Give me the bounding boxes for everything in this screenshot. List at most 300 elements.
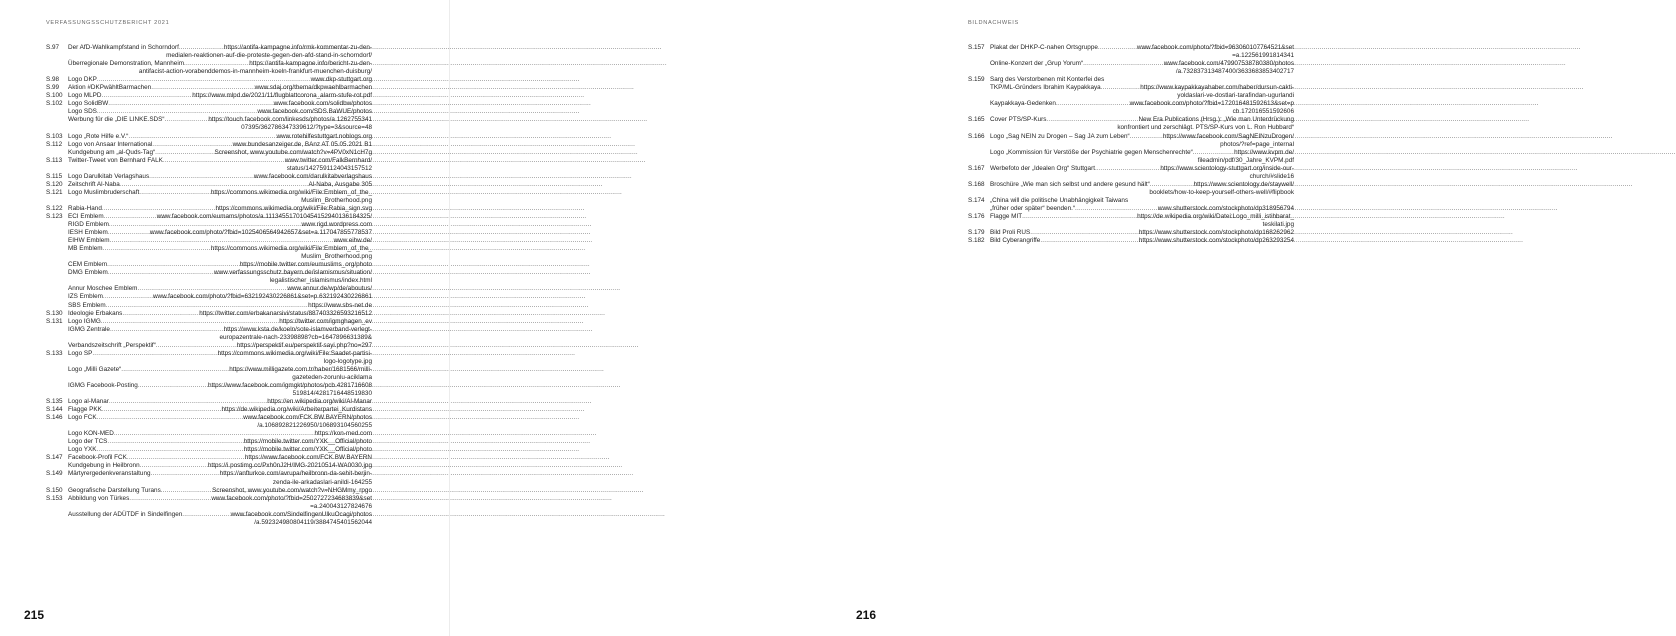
- credit-line-continuation: [68, 390, 372, 398]
- credit-line: [68, 495, 372, 503]
- image-source: www.facebook.com/eumams/photos/a.111345517010454152940136184325/: [156, 212, 372, 220]
- page-reference: S.167: [968, 164, 985, 172]
- right-page: [450, 0, 1294, 636]
- page-reference: S.97: [46, 44, 60, 51]
- dot-leader: [104, 213, 157, 221]
- image-source: https://antifa-kampagne.info/rmk-kommentar-zu-den-: [223, 44, 372, 51]
- image-source: https://www.milligazete.com.tr/haber/1681566/milli-: [229, 365, 372, 373]
- credit-line-continuation: [990, 52, 1294, 60]
- credit-line: [68, 398, 372, 406]
- image-source: https://www.kvpm.de/: [1234, 148, 1294, 156]
- dot-leader: [102, 406, 222, 414]
- dot-leader: [165, 116, 209, 124]
- image-source: konfrontiert und zerschlägt. PTS/SP-Kurs von L. Ron Hubbard“: [1117, 124, 1294, 132]
- image-source: https://antifa-kampagne.info/bericht-zu-den-: [249, 60, 372, 68]
- image-source: https://www.facebook.com/igmgkt/photos/pcb.4281716608: [208, 381, 372, 389]
- dot-leader: [103, 293, 153, 301]
- credit-line: [68, 141, 372, 149]
- credit-line: [68, 310, 372, 318]
- credit-line: [68, 302, 372, 310]
- image-source: https://www.shutterstock.com/stockphoto/dp263293254: [1138, 237, 1294, 245]
- image-caption: Logo der TCS: [68, 438, 108, 446]
- credit-entry: [968, 76, 1294, 116]
- credit-entry: [46, 495, 372, 527]
- dot-leader: [184, 60, 249, 68]
- credit-entry: [46, 84, 372, 92]
- page-reference: S.182: [968, 237, 985, 245]
- image-source: www.facebook.com/FCK.BW.BAYERN/photos: [243, 414, 372, 422]
- credit-entry: [46, 92, 372, 100]
- credit-line: [68, 133, 372, 141]
- credit-line: [68, 108, 372, 116]
- image-source: https://www.facebook.com/SagNEINzuDrogen/: [1162, 132, 1294, 140]
- dot-leader: [128, 133, 276, 141]
- dot-leader: [1101, 84, 1141, 92]
- dot-leader: [127, 454, 245, 462]
- dot-leader: [1030, 229, 1139, 237]
- image-source: https://commons.wikimedia.org/wiki/File:Saadet-partisi-: [217, 349, 372, 357]
- image-source: Muslim_Brotherhood.png: [301, 196, 372, 204]
- image-source: =a.240043127824676: [310, 502, 372, 510]
- image-source: =a.122561991814341: [1232, 52, 1294, 60]
- page-reference: S.102: [46, 100, 63, 108]
- image-source: 519814/4281716448519830: [292, 390, 372, 398]
- image-caption: Der AfD-Wahlkampfstand in Schorndorf: [68, 44, 179, 51]
- page-reference: S.159: [968, 76, 985, 84]
- image-source: https://de.wikipedia.org/wiki/Arbeiterpartei_Kurdistans: [221, 406, 372, 414]
- credit-entry: [968, 213, 1294, 229]
- image-source: www.eihw.de/: [333, 237, 372, 245]
- image-source: 07395/362786347339612/?type=3&source=48: [241, 124, 372, 132]
- dot-leader: [107, 261, 240, 269]
- dot-leader: [163, 157, 285, 165]
- image-source: www.facebook.com/photo/?fbid=2502727234683839&set: [211, 494, 372, 502]
- credit-entry: [968, 237, 1294, 245]
- credit-line-continuation: [990, 173, 1294, 181]
- dot-leader: [108, 100, 273, 108]
- dot-leader: [110, 237, 334, 245]
- credit-line: [68, 189, 372, 197]
- dot-leader: [151, 470, 220, 478]
- page-reference: S.144: [46, 406, 63, 414]
- page-reference: S.122: [46, 204, 63, 212]
- image-source: yoldaslari-ve-dostlari-tarafindan-ugurlandi: [1177, 92, 1294, 100]
- dot-leader: [108, 229, 150, 237]
- image-caption: Cover PTS/SP-Kurs: [990, 116, 1047, 124]
- credit-entry: [46, 454, 372, 470]
- credit-entry: [46, 141, 372, 157]
- page-reference: S.165: [968, 116, 985, 124]
- image-caption: DMG Emblem: [68, 269, 108, 277]
- image-source: https://twitter.com/igmghagen_ev: [279, 317, 372, 325]
- image-source: https://www.shutterstock.com/stockphoto/dp168262962: [1138, 229, 1294, 237]
- credit-line: [68, 366, 372, 374]
- dot-leader: [1040, 237, 1139, 245]
- page-reference: S.115: [46, 172, 63, 180]
- image-source: cb.172016551592606: [1232, 108, 1294, 116]
- dot-leader: [1098, 44, 1137, 52]
- running-head-left: VERFASSUNGSSCHUTZBERICHT 2021: [46, 20, 170, 26]
- dot-leader: [151, 84, 254, 92]
- credit-line-continuation: [990, 92, 1294, 100]
- image-source: https://commons.wikimedia.org/wiki/File:Emblem_of_the_: [210, 245, 372, 253]
- credit-line-continuation: [68, 124, 372, 132]
- dot-leader: [1022, 213, 1137, 221]
- image-caption: Broschüre „Wie man sich selbst und andere gesund hält“: [990, 180, 1150, 188]
- credit-line: [68, 221, 372, 229]
- image-source: teskilati.jpg: [1262, 221, 1294, 229]
- image-caption: RIGD Emblem: [68, 221, 109, 229]
- page-reference: S.168: [968, 180, 985, 188]
- image-source: https://en.wikipedia.org/wiki/Al-Manar: [267, 398, 372, 406]
- page-reference: S.121: [46, 188, 63, 196]
- page-reference: S.135: [46, 398, 63, 406]
- credit-entry: [46, 181, 372, 189]
- credit-line: [990, 205, 1294, 213]
- credit-line: [68, 438, 372, 446]
- credit-line: [68, 414, 372, 422]
- image-source: www.annur.de/wp/de/aboutus/: [287, 285, 372, 293]
- credit-entry: [46, 470, 372, 486]
- image-caption: Logo KON-MED: [68, 430, 114, 438]
- credit-line-continuation: [68, 358, 372, 366]
- credit-entry: [46, 173, 372, 181]
- dot-leader: [179, 44, 224, 52]
- image-caption: Ideologie Erbakans: [68, 309, 123, 317]
- page-reference: S.100: [46, 92, 63, 100]
- credit-line: [68, 229, 372, 237]
- dot-leader: [102, 205, 216, 213]
- credit-line-continuation: [990, 157, 1294, 165]
- page-reference: S.120: [46, 180, 63, 188]
- image-source: status/1427591124043157512: [286, 164, 372, 172]
- image-caption: Ausstellung der ADÜTDF in Sindelfingen: [68, 510, 183, 518]
- credit-line: [990, 149, 1294, 157]
- page-reference: S.113: [46, 156, 63, 164]
- left-page: [0, 0, 450, 636]
- credit-entry: [46, 213, 372, 310]
- credit-line: [990, 116, 1294, 124]
- image-source: legalistischer_islamismus/index.html: [269, 277, 372, 285]
- image-source: gazeteden-zorunlu-aciklama: [292, 373, 372, 381]
- credit-entry: [968, 44, 1294, 76]
- credit-line: [68, 100, 372, 108]
- dot-leader: [92, 350, 217, 358]
- dot-leader: [106, 302, 308, 310]
- dot-leader: [161, 487, 212, 495]
- page-reference: S.179: [968, 229, 985, 237]
- credit-line: [68, 285, 372, 293]
- dot-leader: [109, 221, 302, 229]
- image-source: www.dkp-stuttgart.org: [310, 76, 372, 84]
- page-reference: S.174: [968, 196, 985, 204]
- image-source: www.facebook.com/photo/?fbid=172016481592613&set=p: [1129, 100, 1294, 108]
- dot-leader: [156, 342, 237, 350]
- page-reference: S.157: [968, 44, 985, 51]
- dot-leader: [1095, 165, 1160, 173]
- credit-line-continuation: [68, 165, 372, 173]
- credit-line: [68, 462, 372, 470]
- image-source: www.facebook.com/solidbw/photos: [273, 100, 372, 108]
- credits-list-left: [46, 44, 372, 527]
- image-source: https://anfturkce.com/avrupa/heilbronn-da-sehit-berjin-: [219, 470, 372, 478]
- image-caption: Werbefoto der „Idealen Org“ Stuttgart: [990, 164, 1095, 172]
- credit-line: [990, 76, 1294, 84]
- page-reference: S.150: [46, 486, 63, 494]
- page-reference: S.98: [46, 76, 60, 84]
- image-source: booklets/how-to-keep-yourself-others-well/#flipbook: [1149, 188, 1294, 196]
- image-source: https://commons.wikimedia.org/wiki/File:Emblem_of_the_: [210, 188, 372, 196]
- credit-line: [990, 197, 1294, 205]
- credit-entry: [968, 165, 1294, 181]
- credit-line: [68, 269, 372, 277]
- dot-leader: [138, 382, 208, 390]
- credit-line: [68, 406, 372, 414]
- credit-line-continuation: [68, 197, 372, 205]
- image-source: www.rotehilfestuttgart.noblogs.org: [276, 132, 372, 140]
- image-caption: Bild Cyberangriffe: [990, 237, 1041, 245]
- image-source: www.rigd.wordpress.com: [301, 221, 372, 229]
- image-caption: Sarg des Verstorbenen mit Konterfei des: [990, 76, 1105, 84]
- credit-line: [990, 213, 1294, 221]
- dot-leader: [96, 446, 243, 454]
- credit-entry: [46, 189, 372, 205]
- image-caption: Logo SolidBW: [68, 100, 109, 108]
- credit-line: [990, 60, 1294, 68]
- image-source: https://touch.facebook.com/linkesds/photos/a.1262755341: [208, 116, 372, 124]
- credit-entry: [46, 487, 372, 495]
- credit-line: [68, 92, 372, 100]
- dot-leader: [137, 285, 287, 293]
- image-source: https://www.mlpd.de/2021/11/flugblattcorona_alarm-stufe-rot.pdf: [192, 92, 372, 100]
- image-source: www.twitter.com/FalkBernhard/: [284, 156, 372, 164]
- page-reference: S.112: [46, 140, 63, 148]
- page-reference: S.131: [46, 317, 63, 325]
- image-source: https://www.ksta.de/koeln/sote-islamverband-verlegt-: [223, 325, 372, 333]
- image-source: https://www.facebook.com/FCK.BW.BAYERN: [244, 454, 372, 462]
- image-source: www.facebook.com/SDS.BaWUE/photos: [257, 108, 372, 116]
- credit-line-continuation: [68, 503, 372, 511]
- dot-leader: [102, 92, 193, 100]
- image-caption: Kundgebung in Heilbronn: [68, 462, 140, 470]
- credit-line-continuation: [68, 52, 372, 60]
- dot-leader: [103, 245, 211, 253]
- credit-line: [68, 293, 372, 301]
- credit-line: [68, 446, 372, 454]
- page-reference: S.166: [968, 132, 985, 140]
- image-caption: Märtyrergedenkveranstaltung: [68, 470, 151, 478]
- credit-line-continuation: [68, 422, 372, 430]
- image-caption: Logo Muslimbruderschaft: [68, 188, 140, 196]
- credit-entry: [46, 414, 372, 454]
- credit-entry: [968, 133, 1294, 165]
- image-caption: Logo „Kommission für Verstöße der Psychiatrie gegen Menschenrechte“: [990, 148, 1193, 156]
- image-caption: Geografische Darstellung Turans: [68, 486, 161, 494]
- image-source: https://perspektif.eu/perspektif-sayi.php?no=297: [236, 341, 372, 349]
- image-caption: Logo IGMG: [68, 317, 101, 325]
- image-caption: „früher oder später“ beenden.“: [990, 204, 1075, 212]
- image-caption: IZS Emblem: [68, 293, 103, 301]
- image-caption: EIHW Emblem: [68, 237, 110, 245]
- image-caption: Flagge PKK: [68, 406, 102, 414]
- image-caption: MB Emblem: [68, 245, 103, 253]
- credit-entry: [968, 181, 1294, 197]
- image-source: https://mobile.twitter.com/eumuslims_org/photo: [239, 261, 372, 269]
- image-caption: Werbung für die „DIE LINKE.SDS“: [68, 116, 165, 124]
- image-caption: Logo Darulkitab Verlagshaus: [68, 172, 150, 180]
- credit-line: [68, 430, 372, 438]
- page-reference: S.133: [46, 349, 63, 357]
- credit-line: [68, 318, 372, 326]
- dot-leader: [97, 76, 311, 84]
- credit-line: [68, 181, 372, 189]
- dot-leader: [101, 318, 279, 326]
- page-reference: S.146: [46, 414, 63, 422]
- image-caption: ECI Emblem: [68, 212, 104, 220]
- image-caption: Bild Proli RUS: [990, 229, 1031, 237]
- image-caption: TKP/ML-Gründers Ibrahim Kaypakkaya: [990, 84, 1101, 92]
- credit-line: [68, 342, 372, 350]
- dot-leader: [110, 326, 224, 334]
- image-caption: Logo „Rote Hilfe e.V.“: [68, 132, 129, 140]
- page-reference: S.147: [46, 454, 63, 462]
- image-source: photos/?ref=page_internal: [1220, 140, 1294, 148]
- running-head-right: BILDNACHWEIS: [968, 20, 1019, 26]
- credit-line: [68, 487, 372, 495]
- dot-leader: [155, 149, 214, 157]
- credit-line: [68, 261, 372, 269]
- credit-line: [68, 470, 372, 478]
- dot-leader: [114, 430, 315, 438]
- image-caption: Logo von Ansaar International: [68, 140, 153, 148]
- dot-leader: [121, 366, 229, 374]
- image-source: /a.592324980804119/3884745401562044: [254, 518, 372, 526]
- image-caption: CEM Emblem: [68, 261, 108, 269]
- credit-line-continuation: [68, 277, 372, 285]
- dot-leader: [1083, 60, 1164, 68]
- image-source: https://kon-med.com: [314, 430, 372, 438]
- image-caption: Twitter-Tweet von Bernhard FALK: [68, 156, 163, 164]
- image-caption: SBS Emblem: [68, 301, 106, 309]
- image-source: https://mobile.twitter.com/YXK__Official/photo: [243, 446, 372, 454]
- page-number-left: 215: [24, 608, 45, 622]
- image-caption: IGMG Facebook-Posting: [68, 381, 138, 389]
- image-source: https://mobile.twitter.com/YXK__Official/photo: [243, 438, 372, 446]
- image-source: europazentrale-nach-23398898?cb=1647896631389&: [219, 333, 372, 341]
- credit-line-continuation: [68, 519, 372, 527]
- credit-entry: [968, 197, 1294, 213]
- image-source: New Era Publications (Hrsg.): „Wie man Unterdrückung: [1138, 116, 1294, 124]
- image-source: /a.106892821226950/106893104560255: [257, 422, 372, 430]
- dot-leader: [149, 173, 254, 181]
- image-caption: Logo DKP: [68, 76, 97, 84]
- image-source: https://commons.wikimedia.org/wiki/File:Rabia_sign.svg: [215, 204, 372, 212]
- image-source: Screenshot, www.youtube.com/watch?v=4PV0xN1cH7g: [214, 148, 372, 156]
- dot-leader: [120, 181, 309, 189]
- credit-line-continuation: [990, 68, 1294, 76]
- credit-line-continuation: [990, 108, 1294, 116]
- credit-line: [68, 76, 372, 84]
- image-caption: Abbildung von Türkes: [68, 494, 130, 502]
- credit-line: [990, 229, 1294, 237]
- image-caption: Facebook-Profil FCK: [68, 454, 127, 462]
- dot-leader: [140, 462, 208, 470]
- image-caption: Zeitschrift Al-Naba: [68, 180, 120, 188]
- dot-leader: [129, 495, 211, 503]
- credit-entry: [46, 157, 372, 173]
- image-source: /a.732837313487400/3633683853402717: [1175, 68, 1294, 76]
- image-source: fileadmin/pdf/30_Jahre_KVPM.pdf: [1197, 156, 1294, 164]
- image-caption: IGMG Zentrale: [68, 325, 110, 333]
- image-source: logo-logotype.jpg: [323, 357, 372, 365]
- image-caption: Logo SP: [68, 349, 93, 357]
- credit-entry: [46, 44, 372, 76]
- dot-leader: [107, 438, 243, 446]
- credit-line: [68, 245, 372, 253]
- image-source: https://www.sbs-net.de: [308, 301, 372, 309]
- credits-list-right: [968, 44, 1294, 245]
- image-caption: Aktion #DKPwähltBarmachen: [68, 84, 152, 92]
- dot-leader: [97, 414, 244, 422]
- image-caption: Logo „Sag NEIN zu Drogen – Sag JA zum Leben“: [990, 132, 1130, 140]
- credit-line: [68, 173, 372, 181]
- image-source: www.facebook.com/photo/?fbid=632192430226861&set=p.632192430226861: [152, 293, 372, 301]
- credit-entry: [46, 318, 372, 350]
- page-reference: S.176: [968, 212, 985, 220]
- image-caption: „China will die politische Unabhängigkeit Taiwans: [990, 196, 1129, 204]
- image-source: https://www.scientology.de/staywell/: [1193, 180, 1294, 188]
- credit-line-continuation: [68, 68, 372, 76]
- credit-line: [990, 44, 1294, 52]
- dot-leader: [108, 269, 214, 277]
- credit-entry: [46, 100, 372, 132]
- credit-line: [68, 382, 372, 390]
- credit-line: [990, 133, 1294, 141]
- credit-line: [68, 116, 372, 124]
- credit-entry: [46, 310, 372, 318]
- credit-entry: [46, 133, 372, 141]
- image-caption: Flagge MIT: [990, 212, 1023, 220]
- image-source: www.verfassungsschutz.bayern.de/islamismus/situation/: [214, 269, 372, 277]
- dot-leader: [1056, 100, 1130, 108]
- credit-line: [68, 326, 372, 334]
- image-source: zenda-ile-arkadaslari-anildi-164255: [272, 478, 372, 486]
- credit-line-continuation: [68, 334, 372, 342]
- credit-line: [68, 454, 372, 462]
- image-source: https://twitter.com/erbakanarsivi/status/887403326593216512: [199, 309, 372, 317]
- credit-entry: [46, 406, 372, 414]
- credit-line: [68, 84, 372, 92]
- image-caption: Logo YXK: [68, 446, 97, 454]
- credit-line: [68, 149, 372, 157]
- image-source: https://www.scientology-stuttgart.org/inside-our-: [1160, 164, 1294, 172]
- credit-entry: [46, 76, 372, 84]
- image-source: www.facebook.com/darulkitabverlagshaus: [253, 172, 372, 180]
- image-source: www.bundesanzeiger.de, BAnz AT 05.05.2021 B1: [232, 140, 372, 148]
- image-caption: Rabia-Hand: [68, 204, 102, 212]
- image-caption: Logo SDS: [68, 108, 97, 116]
- image-source: church/#slide16: [1249, 172, 1294, 180]
- image-caption: Verbandszeitschrift „Perspektif“: [68, 341, 156, 349]
- image-caption: Logo „Milli Gazete“: [68, 365, 122, 373]
- image-source: Al-Naba, Ausgabe 305: [308, 180, 372, 188]
- credit-line: [68, 157, 372, 165]
- credit-line: [68, 205, 372, 213]
- page-reference: S.99: [46, 84, 60, 92]
- page-number-right: 216: [855, 608, 876, 622]
- dot-leader: [182, 511, 230, 519]
- image-caption: Logo MLPD: [68, 92, 102, 100]
